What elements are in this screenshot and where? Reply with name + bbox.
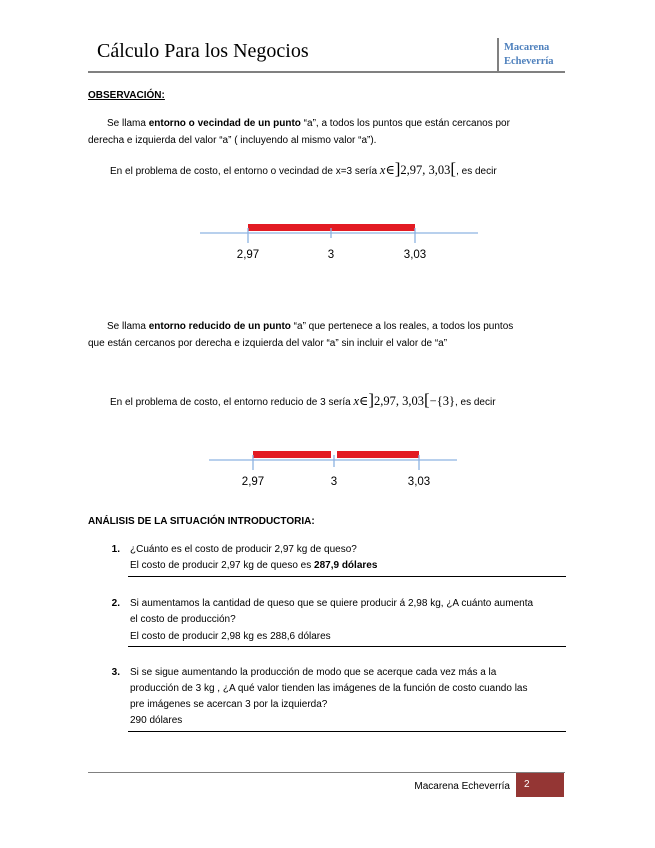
header-author xyxy=(504,41,554,69)
item3-question-line2: producción de 3 kg , ¿A qué valor tienden las imágenes de la función de costo cuando las xyxy=(130,683,528,694)
page-number-box xyxy=(516,773,564,797)
answer-rule xyxy=(128,646,566,647)
header-divider xyxy=(497,38,499,73)
reducido-p1-line1: Se llama entorno reducido de un punto “a” que pertenece a los reales, a todos los puntos xyxy=(107,321,514,332)
header-author-first: Macarena xyxy=(504,42,550,53)
answer-rule xyxy=(128,731,566,732)
label-right: 3,03 xyxy=(403,249,427,261)
item2-question-line1: Si aumentamos la cantidad de queso que se quiere producir á 2,98 kg, ¿A cuánto aumenta xyxy=(130,598,534,609)
observacion-heading: OBSERVACIÓN: xyxy=(88,90,165,101)
label-left: 2,97 xyxy=(236,249,260,261)
label-left: 2,97 xyxy=(241,476,265,488)
label-center: 3 xyxy=(327,249,335,261)
item-number: 2. xyxy=(111,598,120,609)
observacion-p1-line1: Se llama entorno o vecindad de un punto “a”, a todos los puntos que están cercanos por xyxy=(107,118,510,129)
label-right: 3,03 xyxy=(407,476,431,488)
item2-question-line2: el costo de producción? xyxy=(130,614,236,625)
reduced-segment-right xyxy=(337,451,419,458)
reducido-p1-line2: que están cercanos por derecha e izquierda del valor “a” sin incluir el valor de “a” xyxy=(88,338,448,349)
item-number: 3. xyxy=(111,667,120,678)
reducido-p2: En el problema de costo, el entorno reducio de 3 sería x∈]2,97, 3,03[−{3}, es decir xyxy=(110,390,496,409)
label-center: 3 xyxy=(330,476,338,488)
header-rule xyxy=(88,71,565,73)
footer-author: Macarena Echeverría xyxy=(414,781,510,792)
page-title: Cálculo Para los Negocios xyxy=(97,40,309,62)
analisis-heading: ANÁLISIS DE LA SITUACIÓN INTRODUCTORIA: xyxy=(88,516,315,527)
reduced-segment-left xyxy=(253,451,331,458)
item3-answer: 290 dólares xyxy=(130,715,183,726)
item3-question-line3: pre imágenes se acercan 3 por la izquierda? xyxy=(130,699,328,710)
footer-rule xyxy=(88,772,565,773)
answer-rule xyxy=(128,576,566,577)
item1-question: ¿Cuánto es el costo de producir 2,97 kg de queso? xyxy=(130,544,357,555)
item1-answer: El costo de producir 2,97 kg de queso es 287,9 dólares xyxy=(130,560,378,571)
page-number: 2 xyxy=(524,779,530,790)
item-number: 1. xyxy=(111,544,120,555)
observacion-p2: En el problema de costo, el entorno o vecindad de x=3 sería x∈]2,97, 3,03[, es decir xyxy=(110,159,497,178)
number-line-closed xyxy=(195,218,485,266)
item3-question-line1: Si se sigue aumentando la producción de modo que se acerque cada vez más a la xyxy=(130,667,497,678)
observacion-p1-line2: derecha e izquierda del valor “a” ( incluyendo al mismo valor “a”). xyxy=(88,135,377,146)
item2-answer: El costo de producir 2,98 kg es 288,6 dólares xyxy=(130,631,331,642)
header-author-last: Echeverría xyxy=(504,56,554,67)
number-line-reduced xyxy=(205,445,465,493)
